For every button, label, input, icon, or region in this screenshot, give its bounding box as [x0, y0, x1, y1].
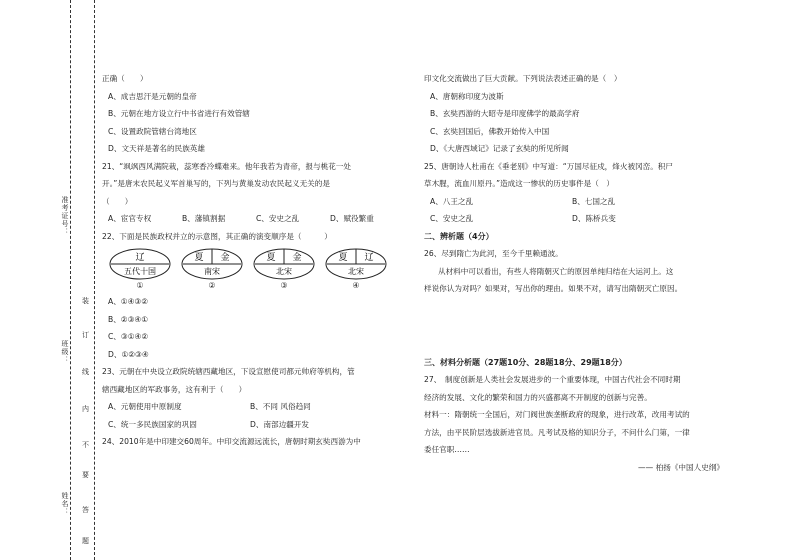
binding-line-inner: [94, 0, 95, 560]
diagram-number: ②: [208, 281, 216, 290]
diagram-top-right: 金: [220, 253, 230, 263]
diagram-top-left: 夏: [338, 253, 348, 263]
diagram-bottom: 北宋: [348, 267, 364, 276]
diagram-top-left: 辽: [135, 253, 145, 263]
q22-option: A、①④③②: [108, 297, 149, 306]
diagram-number: ①: [136, 281, 144, 290]
diagram-item-3: [252, 247, 316, 293]
q20-tail: 正确（ ）: [102, 74, 148, 83]
option: A、宦官专权: [108, 214, 152, 223]
class-label: 班级：: [61, 340, 69, 364]
left-column: [102, 70, 412, 451]
diagram-top-right: 辽: [364, 253, 374, 263]
q24-option: B、玄奘西游的大昭寺是印度佛学的最高学府: [430, 109, 580, 118]
seal-char: 题: [82, 537, 89, 545]
q22-option: B、②③④①: [108, 314, 149, 324]
option: D、陈桥兵变: [572, 214, 616, 223]
q25-stem: 草木腥，流血川原丹。”造成这一惨状的历史事件是（ ）: [424, 179, 614, 188]
diagram-number: ③: [280, 281, 288, 290]
option: A、元朝使用中原制度: [108, 402, 182, 411]
diagram-item-4: [324, 247, 388, 293]
diagram-bottom: 五代十国: [124, 267, 156, 276]
q21-stem: 21、“飒飒西风满院栽，蕊寒香冷蝶难来。他年我若为青帝，报与桃花一处: [102, 161, 351, 171]
q27-stem: 经济的发展、文化的繁荣和国力的兴盛都离不开制度的创新与完善。: [424, 392, 652, 402]
seal-char: 线: [82, 368, 89, 376]
q24-stem: 24、2010年是中印建交60周年。中印交流源远流长，唐朝时期玄奘西游为中: [102, 437, 361, 446]
material-1: 委任官职……: [424, 445, 470, 454]
q21-stem: （ ）: [102, 196, 133, 206]
option: B、不同 风俗趋同: [250, 402, 311, 411]
seal-char: 装: [82, 297, 89, 305]
q26-stem: 26、尽到隋亡为此河，至今千里赖通波。: [424, 249, 563, 258]
seal-char: 订: [82, 331, 89, 339]
q20-option: A、成吉思汗是元朝的皇帝: [108, 91, 197, 101]
q20-option: D、文天祥是著名的民族英雄: [108, 144, 205, 153]
q22-stem: 22、下面是民族政权并立的示意图，其正确的演变顺序是（ ）: [102, 231, 332, 241]
q20-option: C、设置政院管辖台湾地区: [108, 126, 197, 136]
binding-line-outer: [70, 0, 71, 560]
diagram-top-left: 夏: [194, 253, 204, 263]
regime-diagram: [108, 247, 412, 293]
q25-stem: 25、唐朝诗人杜甫在《垂老别》中写道：“万国尽征戍，烽火被冈峦。积尸: [424, 161, 673, 171]
diagram-top-left: 夏: [266, 253, 276, 263]
q20-option: B、元朝在地方设立行中书省进行有效管辖: [108, 109, 250, 118]
q21-options: [102, 210, 412, 228]
diagram-top-right: 金: [292, 253, 302, 263]
q25-options-row: [424, 193, 734, 211]
answer-space: [424, 298, 734, 354]
q24-option: A、唐朝称印度为波斯: [430, 91, 504, 101]
q24-stem-cont: 印文化交流做出了巨大贡献。下列说法表述正确的是（ ）: [424, 74, 622, 83]
material-1: 方法，由平民阶层选拔新进官员。凡考试及格的知识分子，不问什么门第，一律: [424, 427, 690, 437]
material-source: —— 柏扬《中国人史纲》: [638, 462, 724, 472]
q22-option: D、①②③④: [108, 349, 149, 359]
q23-options-row: [102, 398, 412, 416]
q26-text: 从材料中可以看出，有些人将隋朝灭亡的原因单纯归结在大运河上。这: [438, 266, 674, 276]
q24-option: D、《大唐西域记》记录了玄奘的所见所闻: [430, 144, 569, 153]
section-3-heading: 三、材料分析题（27题10分、28题18分、29题18分）: [424, 357, 627, 367]
q26-text: 样说你认为对吗？如果对，写出你的理由。如果不对，请写出隋朝灭亡原因。: [424, 284, 683, 293]
option: A、八王之乱: [430, 196, 474, 206]
q21-stem: 开。”是唐末农民起义军首巢写的，下列与黄巢发动农民起义无关的是: [102, 179, 330, 188]
option: C、安史之乱: [256, 214, 300, 223]
diagram-number: ④: [352, 281, 360, 290]
option: C、统一多民族国家的巩固: [108, 419, 197, 429]
seal-char: 答: [82, 506, 89, 514]
diagram-item-1: [108, 247, 172, 293]
exam-no-label: 准考证号：: [61, 196, 69, 236]
q23-stem: 辖西藏地区的军政事务，这有利于（ ）: [102, 384, 247, 394]
option: B、藩镇割据: [182, 214, 226, 223]
section-2-heading: 二、辨析题（4分）: [424, 231, 494, 241]
seal-char: 内: [82, 405, 89, 413]
q24-option: C、玄奘回国后，佛教开始传入中国: [430, 126, 550, 136]
material-1: 材料一：隋朝统一全国后，对门阀世族垄断政府的现象，进行改革，改用考试的: [424, 410, 690, 419]
option: D、赋役繁重: [330, 214, 374, 223]
option: C、安史之乱: [430, 214, 474, 223]
diagram-bottom: 北宋: [276, 267, 292, 276]
diagram-bottom: 南宋: [204, 267, 220, 276]
option: D、南部边疆开发: [250, 419, 310, 429]
option: B、七国之乱: [572, 196, 616, 206]
right-column: [424, 70, 734, 476]
q22-option: C、③①④②: [108, 332, 149, 341]
q23-options-row: [102, 416, 412, 434]
q25-options-row: [424, 210, 734, 228]
seal-char: 不: [82, 441, 89, 449]
seal-char: 要: [82, 471, 89, 479]
q23-stem: 23、元朝在中央设立政院统辖西藏地区，下设宣慰使司都元帅府等机构，管: [102, 367, 355, 376]
name-label: 姓名：: [61, 492, 69, 516]
diagram-item-2: [180, 247, 244, 293]
q27-stem: 27、 制度创新是人类社会发展进步的一个重要体现，中国古代社会不同时期: [424, 375, 681, 384]
